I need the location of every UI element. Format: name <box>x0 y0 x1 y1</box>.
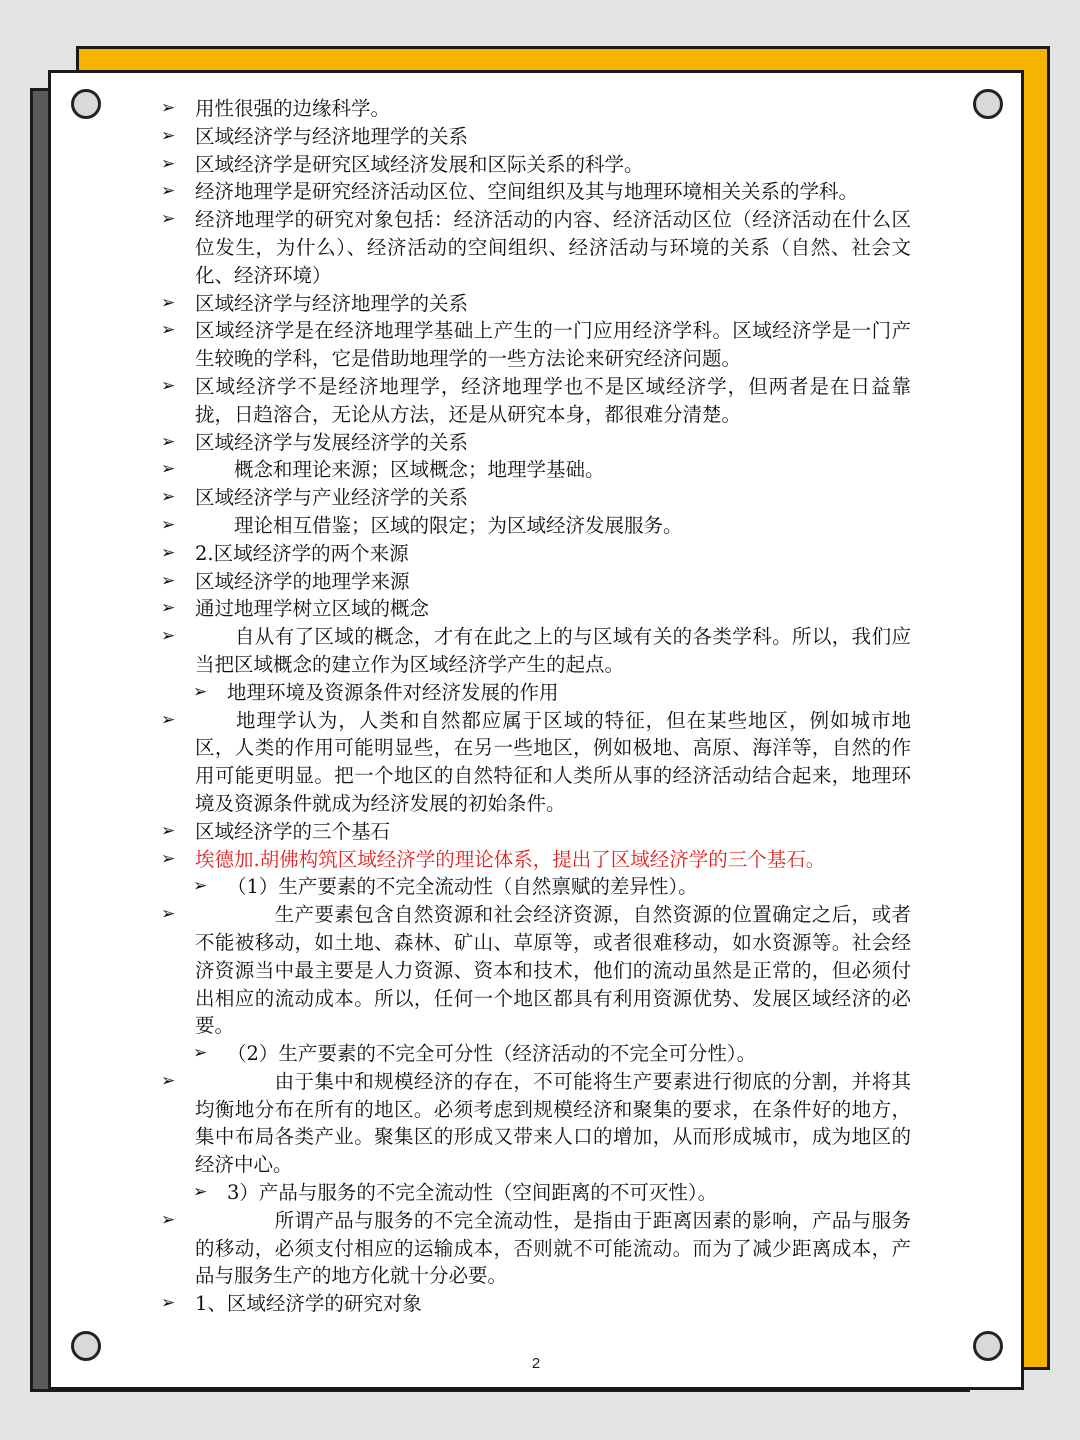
list-item: ➢ 2.区域经济学的两个来源 <box>161 540 911 568</box>
page-number: 2 <box>531 1355 541 1372</box>
list-item: ➢ 生产要素包含自然资源和社会经济资源，自然资源的位置确定之后，或者不能被移动，如土地、森林、矿山、草原等，或者很难移动，如水资源等。社会经济资源当中最主要是人力资源、资本和技术，他们的流动虽然是正常的，但必须付出相应的流动成本。所以，任何一个地区都具有利用资源优势、发展区域经济的必要。 <box>161 903 911 1038</box>
list-item: ➢ （1）生产要素的不完全流动性（自然禀赋的差异性）。 <box>161 873 911 901</box>
arrow-bullet-icon: ➢ <box>161 375 176 396</box>
arrow-bullet-icon: ➢ <box>161 431 176 452</box>
list-item: ➢ 用性很强的边缘科学。 <box>161 95 911 123</box>
list-item: ➢ 经济地理学的研究对象包括：经济活动的内容、经济活动区位（经济活动在什么区位发生，为什么）、经济活动的空间组织、经济活动与环境的关系（自然、社会文化、经济环境） <box>161 208 911 287</box>
list-item: ➢ 通过地理学树立区域的概念 <box>161 595 911 623</box>
arrow-bullet-icon: ➢ <box>161 292 176 313</box>
arrow-bullet-icon: ➢ <box>161 320 176 341</box>
arrow-bullet-icon: ➢ <box>193 1182 208 1203</box>
list-item: ➢ 1、区域经济学的研究对象 <box>161 1290 911 1318</box>
arrow-bullet-icon: ➢ <box>161 848 176 869</box>
list-item: ➢ 概念和理论来源；区域概念；地理学基础。 <box>161 456 911 484</box>
binder-hole-icon <box>973 89 1003 119</box>
list-item: ➢ 区域经济学与产业经济学的关系 <box>161 484 911 512</box>
list-item: ➢ 区域经济学的三个基石 <box>161 818 911 846</box>
list-item: ➢ （2）生产要素的不完全可分性（经济活动的不完全可分性）。 <box>161 1040 911 1068</box>
list-item: ➢ 区域经济学不是经济地理学，经济地理学也不是区域经济学，但两者是在日益靠拢，日趋溶合，无论从方法，还是从研究本身，都很难分清楚。 <box>161 374 911 426</box>
list-item: ➢ 理论相互借鉴；区域的限定；为区域经济发展服务。 <box>161 512 911 540</box>
document-page <box>48 70 1024 1390</box>
list-item: ➢ 自从有了区域的概念，才有在此之上的与区域有关的各类学科。所以，我们应当把区域概念的建立作为区域经济学产生的起点。 <box>161 625 911 676</box>
list-item: ➢ 地理环境及资源条件对经济发展的作用 <box>161 679 911 707</box>
arrow-bullet-icon: ➢ <box>193 876 208 897</box>
arrow-bullet-icon: ➢ <box>161 125 176 146</box>
arrow-bullet-icon: ➢ <box>161 709 176 730</box>
highlighted-list-item: ➢ 埃德加.胡佛构筑区域经济学的理论体系，提出了区域经济学的三个基石。 <box>161 846 911 874</box>
list-item: ➢ 区域经济学是研究区域经济发展和区际关系的科学。 <box>161 151 911 179</box>
arrow-bullet-icon: ➢ <box>193 681 208 702</box>
arrow-bullet-icon: ➢ <box>161 487 176 508</box>
arrow-bullet-icon: ➢ <box>161 1070 176 1091</box>
list-item: ➢ 地理学认为，人类和自然都应属于区域的特征，但在某些地区，例如城市地区，人类的作用可能明显些，在另一些地区，例如极地、高原、海洋等，自然的作用可能更明显。把一个地区的自然特征和人类所从事的经济活动结合起来，地理环境及资源条件就成为经济发展的初始条件。 <box>161 708 911 815</box>
list-item: ➢ 经济地理学是研究经济活动区位、空间组织及其与地理环境相关关系的学科。 <box>161 178 911 206</box>
arrow-bullet-icon: ➢ <box>161 626 176 647</box>
list-item: ➢ 区域经济学与发展经济学的关系 <box>161 429 911 457</box>
list-item: ➢ 3）产品与服务的不完全流动性（空间距离的不可灭性）。 <box>161 1179 911 1207</box>
list-item: ➢ 由于集中和规模经济的存在，不可能将生产要素进行彻底的分割，并将其均衡地分布在所有的地区。必须考虑到规模经济和聚集的要求，在条件好的地方，集中布局各类产业。聚集区的形成又带来人口的增加，从而形成城市，成为地区的经济中心。 <box>161 1069 911 1177</box>
arrow-bullet-icon: ➢ <box>161 98 176 118</box>
arrow-bullet-icon: ➢ <box>161 1209 176 1230</box>
arrow-bullet-icon: ➢ <box>193 1043 208 1064</box>
arrow-bullet-icon: ➢ <box>161 181 176 202</box>
list-item: ➢ 区域经济学与经济地理学的关系 <box>161 290 911 318</box>
arrow-bullet-icon: ➢ <box>161 1293 176 1314</box>
document-body <box>161 95 911 1318</box>
arrow-bullet-icon: ➢ <box>161 459 176 480</box>
list-item: ➢ 所谓产品与服务的不完全流动性，是指由于距离因素的影响，产品与服务的移动，必须支付相应的运输成本，否则就不可能流动。而为了减少距离成本，产品与服务生产的地方化就十分必要。 <box>161 1208 911 1288</box>
arrow-bullet-icon: ➢ <box>161 209 176 230</box>
arrow-bullet-icon: ➢ <box>161 904 176 925</box>
arrow-bullet-icon: ➢ <box>161 542 176 563</box>
binder-hole-icon <box>71 89 101 119</box>
list-item: ➢ 区域经济学与经济地理学的关系 <box>161 123 911 151</box>
arrow-bullet-icon: ➢ <box>161 820 176 841</box>
arrow-bullet-icon: ➢ <box>161 514 176 535</box>
list-item: ➢ 区域经济学的地理学来源 <box>161 568 911 596</box>
arrow-bullet-icon: ➢ <box>161 598 176 619</box>
arrow-bullet-icon: ➢ <box>161 570 176 591</box>
arrow-bullet-icon: ➢ <box>161 153 176 174</box>
list-item: ➢ 区域经济学是在经济地理学基础上产生的一门应用经济学科。区域经济学是一门产生较晚的学科，它是借助地理学的一些方法论来研究经济问题。 <box>161 319 911 371</box>
